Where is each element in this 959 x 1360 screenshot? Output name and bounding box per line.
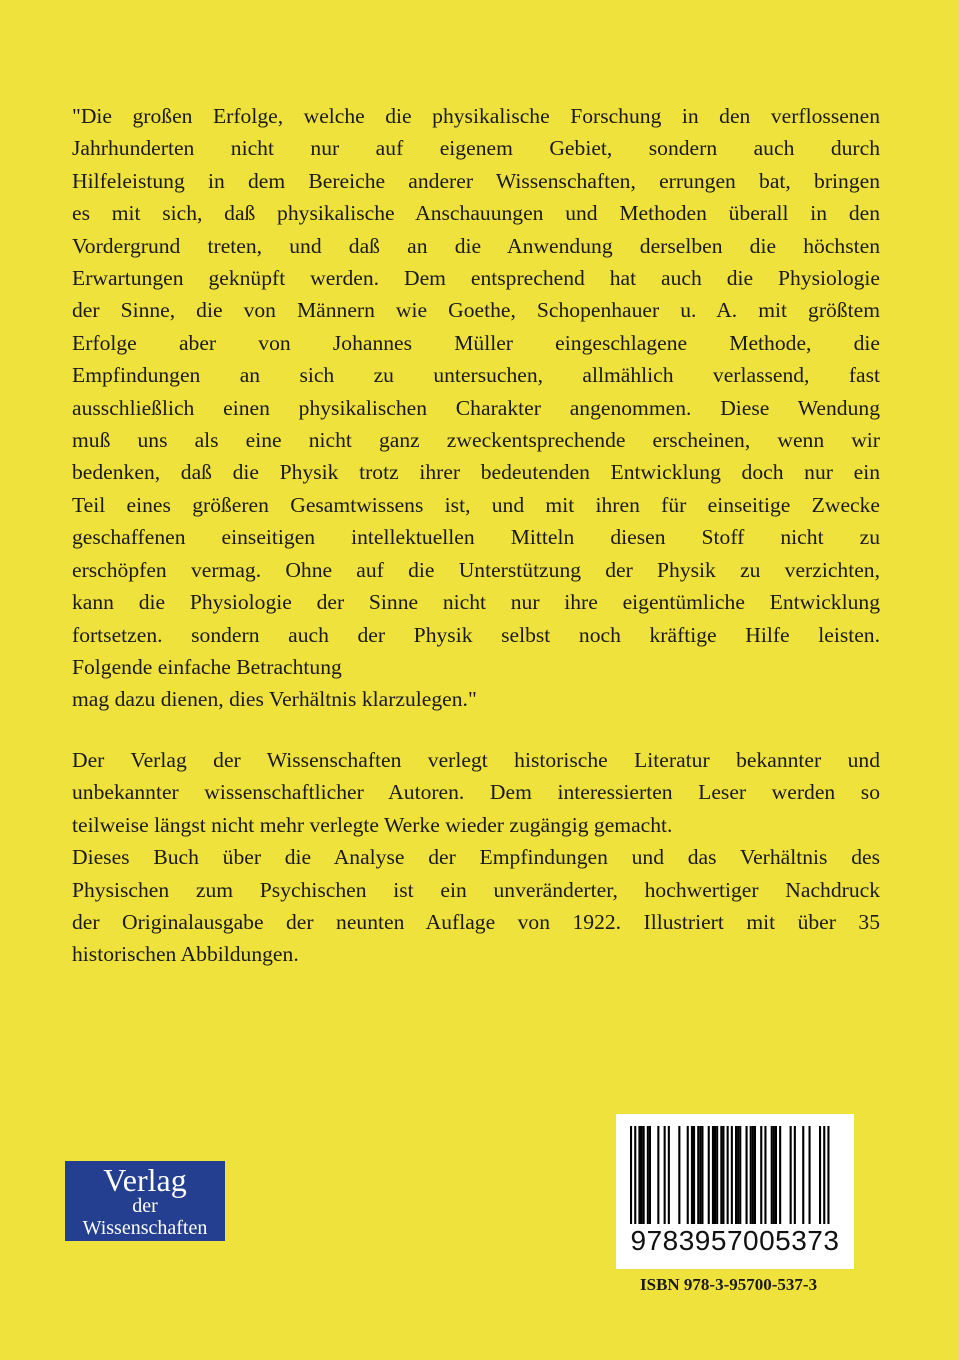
description-line: Dieses Buch über die Analyse der Empfindungen und das Verhältnis des bbox=[72, 845, 880, 870]
barcode-bar bbox=[643, 1126, 645, 1224]
barcode-bar bbox=[764, 1126, 766, 1224]
quote-line: bedenken, daß die Physik trotz ihrer bedeutenden Entwicklung doch nur ein bbox=[72, 460, 880, 485]
quote-line: Hilfeleistung in dem Bereiche anderer Wissenschaften, errungen bat, bringen bbox=[72, 168, 880, 193]
quote-line: Vordergrund treten, und daß an die Anwendung derselben die höchsten bbox=[72, 233, 880, 258]
barcode-bar bbox=[809, 1126, 811, 1224]
barcode-bar bbox=[760, 1126, 762, 1224]
quote-line: Empfindungen an sich zu untersuchen, allmählich verlassend, fast bbox=[72, 363, 880, 388]
barcode-bar bbox=[750, 1126, 752, 1224]
back-cover-quote bbox=[72, 100, 880, 716]
barcode-bar bbox=[687, 1126, 689, 1224]
quote-line: Teil eines größeren Gesamtwissens ist, und mit ihren für einseitige Zwecke bbox=[72, 492, 880, 517]
quote-line: erschöpfen vermag. Ohne auf die Unterstützung der Physik zu verzichten, bbox=[72, 557, 880, 582]
barcode-bar bbox=[819, 1126, 821, 1224]
description-line: unbekannter wissenschaftlicher Autoren. Dem interessierten Leser werden so bbox=[72, 780, 880, 805]
barcode-bar bbox=[775, 1126, 777, 1224]
publisher-logo bbox=[65, 1161, 225, 1241]
barcode-bar bbox=[714, 1126, 716, 1224]
barcode-bar bbox=[735, 1126, 737, 1224]
barcode-bar bbox=[737, 1126, 739, 1224]
barcode bbox=[616, 1114, 854, 1269]
barcode-bar bbox=[746, 1126, 748, 1224]
quote-line: Jahrhunderten nicht nur auf eigenem Gebiet, sondern auch durch bbox=[72, 136, 880, 161]
barcode-bar bbox=[716, 1126, 718, 1224]
barcode-bar bbox=[649, 1126, 651, 1224]
description-line: teilweise längst nicht mehr verlegte Werke wieder zugängig gemacht. bbox=[72, 812, 673, 837]
quote-line: fortsetzen. sondern auch der Physik selbst noch kräftige Hilfe leisten. bbox=[72, 622, 880, 647]
logo-line-der: der bbox=[132, 1195, 158, 1217]
quote-line: kann die Physiologie der Sinne nicht nur ihre eigentümliche Entwicklung bbox=[72, 590, 880, 615]
quote-line: Erwartungen geknüpft werden. Dem entsprechend hat auch die Physiologie bbox=[72, 266, 880, 291]
quote-line: geschaffenen einseitigen intellektuellen Mitteln diesen Stoff nicht zu bbox=[72, 525, 880, 550]
description-line: Der Verlag der Wissenschaften verlegt historische Literatur bekannter und bbox=[72, 748, 880, 772]
quote-line: ausschließlich einen physikalischen Charakter angenommen. Diese Wendung bbox=[72, 395, 880, 420]
barcode-bar bbox=[699, 1126, 701, 1224]
barcode-bar bbox=[697, 1126, 699, 1224]
barcode-bar bbox=[752, 1126, 754, 1224]
description-line: historischen Abbildungen. bbox=[72, 942, 299, 967]
barcode-bar bbox=[664, 1126, 666, 1224]
barcode-bar bbox=[790, 1126, 792, 1224]
quote-line: es mit sich, daß physikalische Anschauungen und Methoden überall in den bbox=[72, 201, 880, 226]
barcode-bar bbox=[794, 1126, 796, 1224]
barcode-bar bbox=[641, 1126, 643, 1224]
barcode-bar bbox=[647, 1126, 649, 1224]
barcode-bar bbox=[678, 1126, 680, 1224]
description-line: der Originalausgabe der neunten Auflage von 1922. Illustriert mit über 35 bbox=[72, 910, 880, 935]
publisher-description bbox=[72, 744, 880, 971]
barcode-bar bbox=[720, 1126, 722, 1224]
barcode-digits: 9783957005373 bbox=[630, 1225, 840, 1256]
barcode-bar bbox=[668, 1126, 670, 1224]
quote-line: Folgende einfache Betrachtung bbox=[72, 654, 342, 679]
barcode-bar bbox=[827, 1126, 829, 1224]
quote-line: "Die großen Erfolge, welche die physikalische Forschung in den verflossenen bbox=[72, 104, 880, 128]
barcode-bar bbox=[823, 1126, 825, 1224]
description-line: Physischen zum Psychischen ist ein unveränderter, hochwertiger Nachdruck bbox=[72, 877, 880, 902]
barcode-bar bbox=[691, 1126, 693, 1224]
barcode-bar bbox=[630, 1126, 632, 1224]
barcode-bar bbox=[693, 1126, 695, 1224]
barcode-bar bbox=[773, 1126, 775, 1224]
barcode-bar bbox=[634, 1126, 636, 1224]
logo-line-verlag: Verlag bbox=[103, 1162, 187, 1198]
barcode-bar bbox=[771, 1126, 773, 1224]
barcode-bar bbox=[638, 1126, 640, 1224]
quote-line: muß uns als eine nicht ganz zweckentsprechende erscheinen, wenn wir bbox=[72, 428, 880, 453]
barcode-bar bbox=[722, 1126, 724, 1224]
barcode-bar bbox=[779, 1126, 781, 1224]
barcode-bar bbox=[708, 1126, 710, 1224]
barcode-bar bbox=[739, 1126, 741, 1224]
barcode-bars bbox=[630, 1126, 840, 1224]
quote-line: mag dazu dienen, dies Verhältnis klarzulegen." bbox=[72, 687, 477, 712]
quote-line: der Sinne, die von Männern wie Goethe, Schopenhauer u. A. mit größtem bbox=[72, 298, 880, 323]
quote-line: Erfolge aber von Johannes Müller eingeschlagene Methode, die bbox=[72, 330, 880, 355]
barcode-bar bbox=[712, 1126, 714, 1224]
barcode-bar bbox=[701, 1126, 703, 1224]
barcode-bar bbox=[657, 1126, 659, 1224]
barcode-bar bbox=[802, 1126, 804, 1224]
barcode-bar bbox=[754, 1126, 756, 1224]
barcode-bar bbox=[727, 1126, 729, 1224]
barcode-bar bbox=[731, 1126, 733, 1224]
logo-line-wissenschaften: Wissenschaften bbox=[82, 1217, 208, 1239]
isbn-label: ISBN 978-3-95700-537-3 bbox=[640, 1275, 818, 1294]
